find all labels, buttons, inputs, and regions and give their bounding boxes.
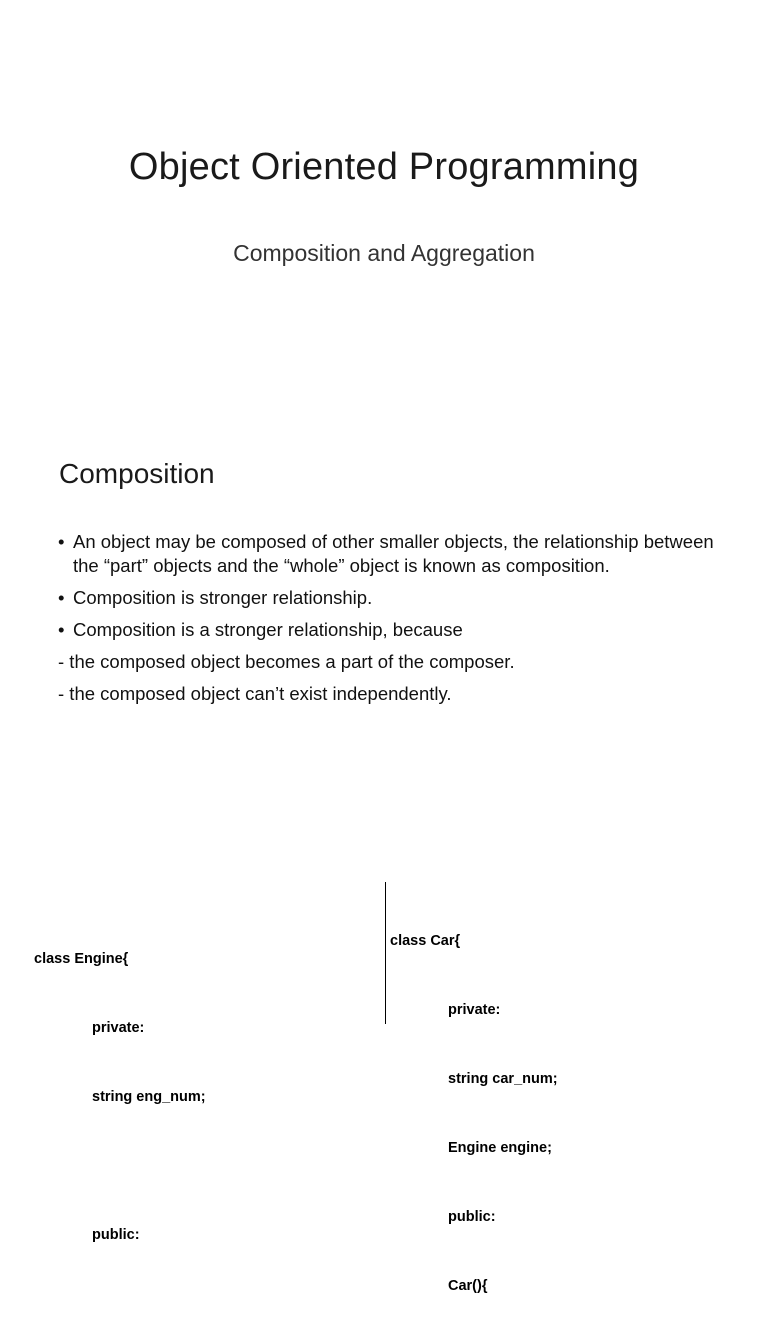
code-line bbox=[34, 1155, 206, 1178]
code-line: private: bbox=[92, 1020, 145, 1036]
column-divider bbox=[385, 882, 386, 1024]
code-line: string car_num; bbox=[448, 1071, 558, 1087]
code-line: class Engine{ bbox=[34, 951, 129, 967]
code-line: public: bbox=[448, 1209, 496, 1225]
bullet-text: Composition is a stronger relationship, because bbox=[73, 619, 463, 640]
code-line: private: bbox=[448, 1002, 501, 1018]
slide-title: Object Oriented Programming bbox=[128, 146, 640, 188]
bullet-dot-icon: • bbox=[58, 619, 65, 640]
code-line: Car(){ bbox=[448, 1278, 488, 1294]
bullet-list bbox=[58, 530, 718, 714]
bullet-text: An object may be composed of other smaller objects, the relationship between the “part” objects and the “whole” object is known as composition. bbox=[73, 531, 714, 576]
dash-item: - the composed object can’t exist independently. bbox=[58, 683, 452, 704]
engine-class-code bbox=[34, 902, 206, 1293]
car-class-code bbox=[390, 884, 558, 1344]
code-line: Engine engine; bbox=[448, 1140, 552, 1156]
composition-heading: Composition bbox=[59, 458, 215, 489]
code-slide bbox=[0, 862, 768, 1294]
bullet-dot-icon: • bbox=[58, 587, 65, 608]
dash-item: - the composed object becomes a part of the composer. bbox=[58, 651, 515, 672]
code-line: public: bbox=[92, 1227, 140, 1243]
composition-slide bbox=[0, 432, 768, 762]
bullet-item bbox=[58, 618, 718, 642]
slide-subtitle: Composition and Aggregation bbox=[233, 240, 535, 266]
title-slide bbox=[0, 0, 768, 432]
bullet-text: Composition is stronger relationship. bbox=[73, 587, 373, 608]
code-line: class Car{ bbox=[390, 933, 461, 949]
bullet-item bbox=[58, 586, 718, 610]
code-line: string eng_num; bbox=[92, 1089, 206, 1105]
bullet-dot-icon: • bbox=[58, 531, 65, 552]
bullet-item bbox=[58, 530, 718, 578]
